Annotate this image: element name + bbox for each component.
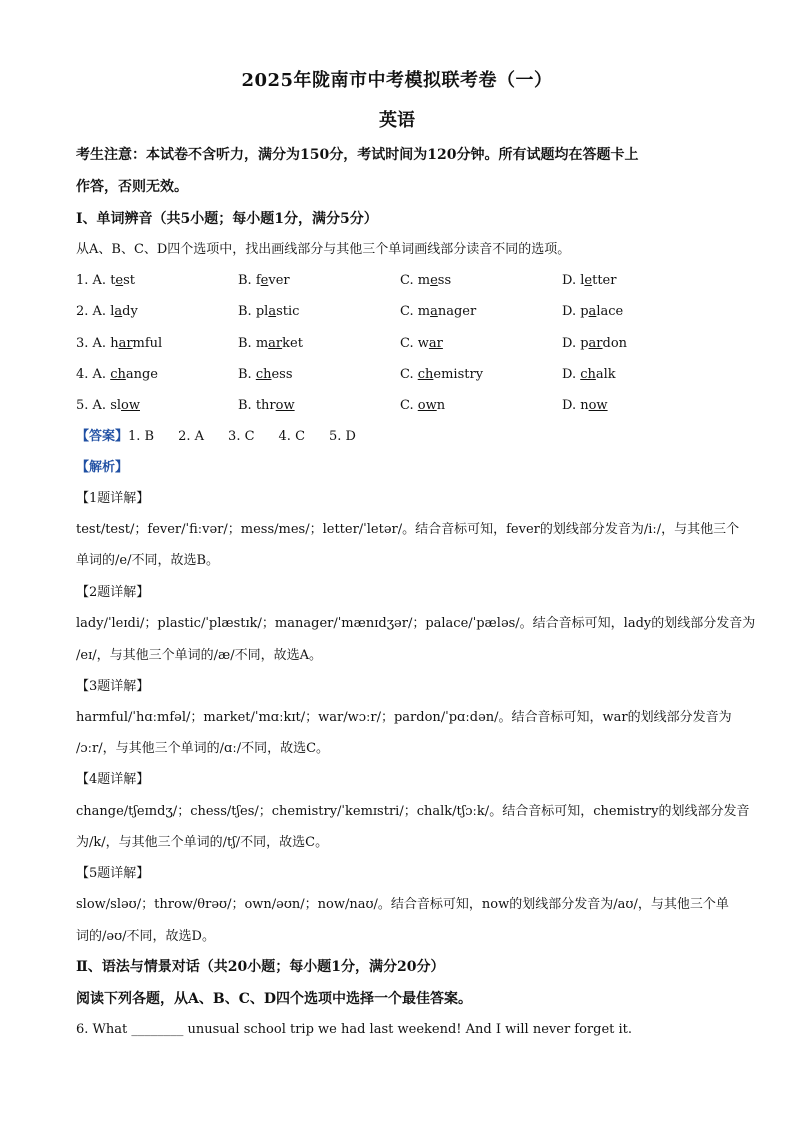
option-1a: 1. A. test bbox=[76, 273, 136, 288]
detail-5-line2: 词的/əʊ/不同，故选D。 bbox=[76, 929, 215, 944]
detail-4-line1: change/tʃeɪndʒ/；chess/tʃes/；chemistry/ˈkemɪstri/；chalk/tʃɔːk/。结合音标可知，chemistry的划线部分发音 bbox=[76, 804, 750, 819]
detail-4-line2: 为/k/，与其他三个单词的/tʃ/不同，故选C。 bbox=[76, 835, 329, 850]
detail-2-line1: lady/ˈleɪdi/；plastic/ˈplæstɪk/；manager/ˈmænɪdʒər/；palace/ˈpæləs/。结合音标可知，lady的划线部分发音为 bbox=[76, 616, 756, 631]
section2-heading: Ⅱ、语法与情景对话（共20小题；每小题1分，满分20分） bbox=[76, 959, 445, 975]
section1-instruction: 从A、B、C、D四个选项中，找出画线部分与其他三个单词画线部分读音不同的选项。 bbox=[76, 242, 571, 257]
detail-3-line2: /ɔːr/，与其他三个单词的/ɑː/不同，故选C。 bbox=[76, 741, 330, 756]
answer-4: 4. C bbox=[278, 429, 306, 444]
detail-4-heading: 【4题详解】 bbox=[76, 772, 150, 787]
notice-line-2: 作答，否则无效。 bbox=[76, 179, 188, 195]
option-1d: D. letter bbox=[562, 273, 617, 288]
exam-title: 2025年陇南市中考模拟联考卷（一） bbox=[241, 70, 553, 91]
option-2b: B. plastic bbox=[238, 304, 300, 319]
option-5d: D. now bbox=[562, 398, 608, 413]
option-5c: C. own bbox=[400, 398, 446, 413]
answer-line bbox=[76, 428, 380, 446]
option-2a: 2. A. lady bbox=[76, 304, 138, 319]
detail-3-heading: 【3题详解】 bbox=[76, 679, 150, 694]
option-3b: B. market bbox=[238, 336, 303, 351]
option-1c: C. mess bbox=[400, 273, 452, 288]
option-5b: B. throw bbox=[238, 398, 295, 413]
detail-2-line2: /eɪ/，与其他三个单词的/æ/不同，故选A。 bbox=[76, 648, 322, 663]
answer-5: 5. D bbox=[329, 429, 356, 444]
option-4b: B. chess bbox=[238, 367, 293, 382]
option-2d: D. palace bbox=[562, 304, 624, 319]
detail-1-heading: 【1题详解】 bbox=[76, 491, 150, 506]
option-4c: C. chemistry bbox=[400, 367, 484, 382]
detail-5-heading: 【5题详解】 bbox=[76, 866, 150, 881]
answer-label: 【答案】 bbox=[76, 429, 129, 444]
exam-subject: 英语 bbox=[379, 110, 415, 131]
section2-instruction: 阅读下列各题，从A、B、C、D四个选项中选择一个最佳答案。 bbox=[76, 991, 472, 1007]
analysis-label: 【解析】 bbox=[76, 460, 129, 475]
answer-3: 3. C bbox=[228, 429, 255, 444]
option-3d: D. pardon bbox=[562, 336, 628, 351]
answer-1: 1. B bbox=[128, 429, 155, 444]
question-6: 6. What ________ unusual school trip we had last weekend! And I will never forget it. bbox=[76, 1022, 633, 1037]
option-4d: D. chalk bbox=[562, 367, 616, 382]
option-2c: C. manager bbox=[400, 304, 477, 319]
detail-3-line1: harmful/ˈhɑːmfəl/；market/ˈmɑːkɪt/；war/wɔːr/；pardon/ˈpɑːdən/。结合音标可知，war的划线部分发音为 bbox=[76, 710, 732, 725]
detail-1-line2: 单词的/e/不同，故选B。 bbox=[76, 553, 220, 568]
section1-heading: Ⅰ、单词辨音（共5小题；每小题1分，满分5分） bbox=[76, 211, 378, 227]
option-3c: C. war bbox=[400, 336, 443, 351]
detail-2-heading: 【2题详解】 bbox=[76, 585, 150, 600]
option-5a: 5. A. slow bbox=[76, 398, 140, 413]
detail-5-line1: slow/sləʊ/；throw/θrəʊ/；own/əʊn/；now/naʊ/。结合音标可知，now的划线部分发音为/aʊ/，与其他三个单 bbox=[76, 897, 729, 912]
answer-2: 2. A bbox=[178, 429, 205, 444]
option-4a: 4. A. change bbox=[76, 367, 158, 382]
detail-1-line1: test/test/；fever/ˈfiːvər/；mess/mes/；letter/ˈletər/。结合音标可知，fever的划线部分发音为/iː/，与其他三个 bbox=[76, 522, 740, 537]
option-3a: 3. A. harmful bbox=[76, 336, 163, 351]
option-1b: B. fever bbox=[238, 273, 290, 288]
notice-line-1: 考生注意：本试卷不含听力，满分为150分，考试时间为120分钟。所有试题均在答题卡上 bbox=[76, 147, 639, 163]
